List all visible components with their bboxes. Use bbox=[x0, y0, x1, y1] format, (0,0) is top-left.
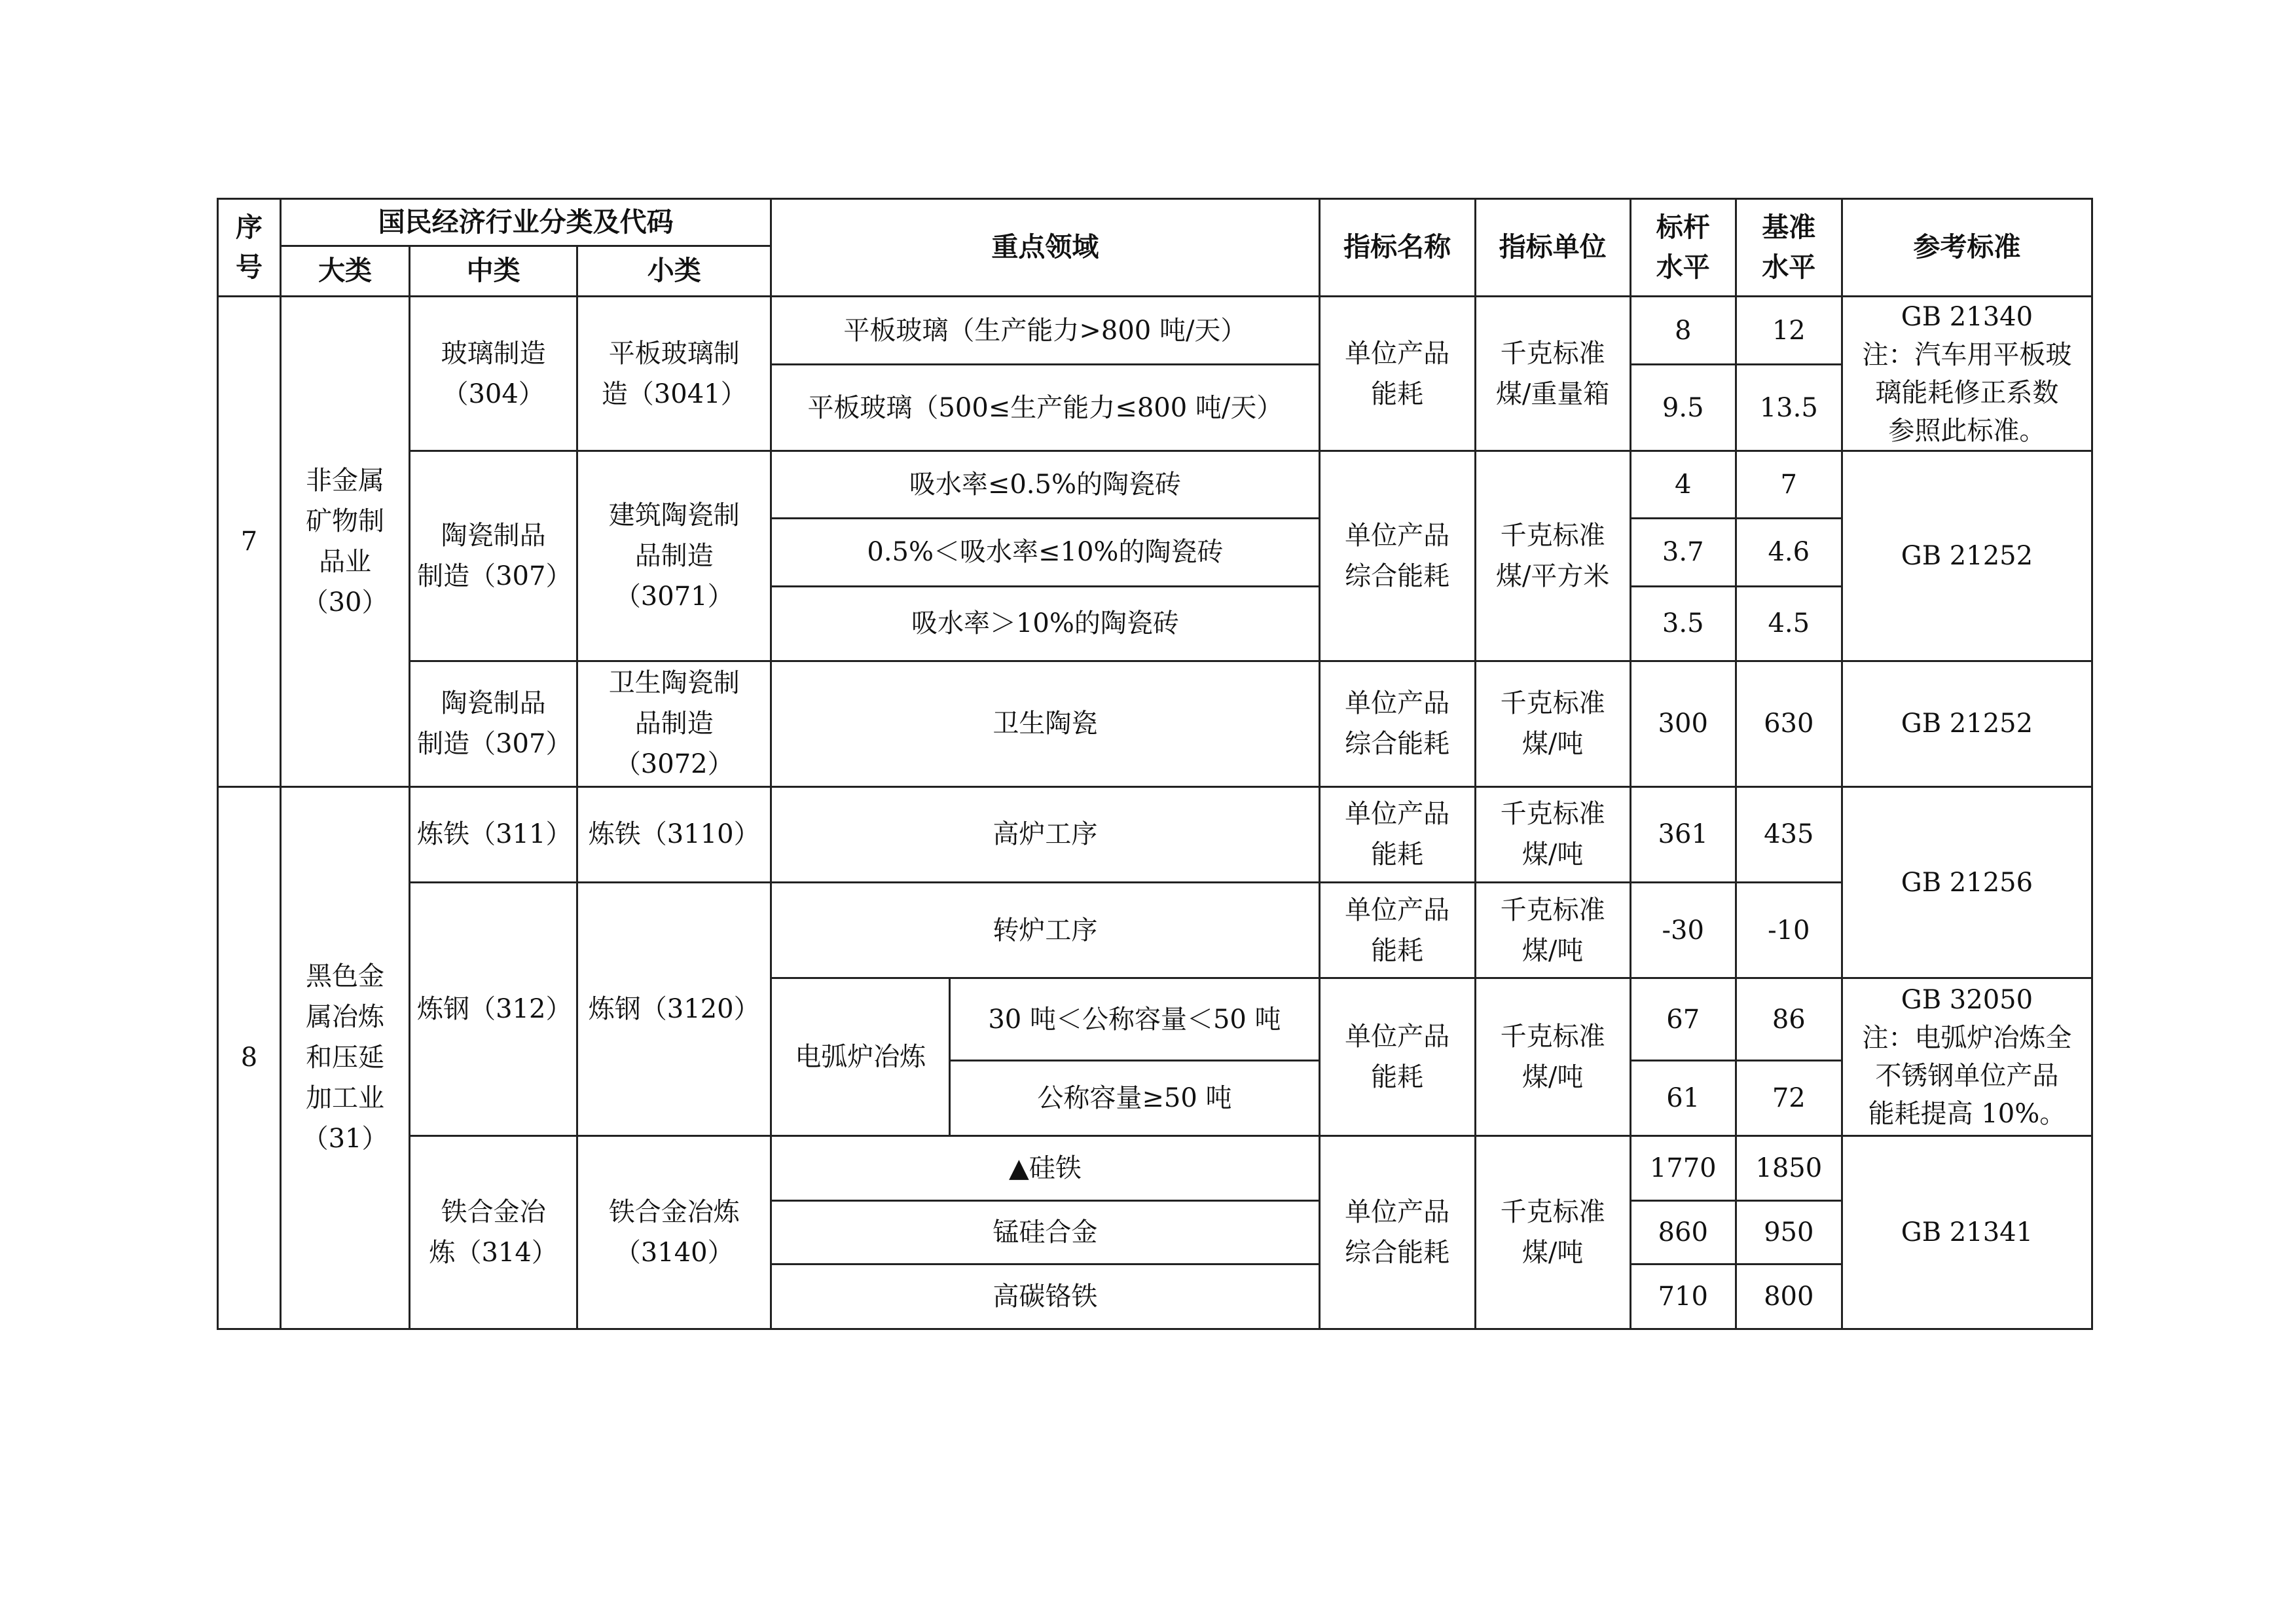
tile-reference: GB 21252 bbox=[1842, 451, 2092, 661]
sanitary-reference: GB 21252 bbox=[1842, 661, 2092, 786]
header-baseline: 基准 水平 bbox=[1736, 199, 1842, 297]
ferrochrome-baseline: 800 bbox=[1736, 1264, 1842, 1329]
glass-indicator-name: 单位产品 能耗 bbox=[1319, 297, 1475, 451]
header-minor: 小类 bbox=[577, 246, 771, 297]
tile-field-high-absorption: 吸水率＞10%的陶瓷砖 bbox=[771, 586, 1319, 661]
ferrosilicon-baseline: 1850 bbox=[1736, 1135, 1842, 1200]
alloy-indicator-unit: 千克标准 煤/吨 bbox=[1475, 1135, 1630, 1329]
eaf-field-large: 公称容量≥50 吨 bbox=[950, 1061, 1319, 1135]
seq-8: 8 bbox=[218, 786, 281, 1329]
iron-steel-reference: GB 21256 bbox=[1842, 786, 2092, 978]
sanitary-baseline: 630 bbox=[1736, 661, 1842, 786]
converter-indicator-name: 单位产品 能耗 bbox=[1319, 883, 1475, 978]
converter-benchmark: -30 bbox=[1630, 883, 1736, 978]
alloy-minor-class: 铁合金冶炼 （3140） bbox=[577, 1135, 771, 1329]
glass-indicator-unit: 千克标准 煤/重量箱 bbox=[1475, 297, 1630, 451]
blast-benchmark: 361 bbox=[1630, 786, 1736, 882]
glass-field-medium: 平板玻璃（500≤生产能力≤800 吨/天） bbox=[771, 365, 1319, 451]
eaf-indicator-unit: 千克标准 煤/吨 bbox=[1475, 978, 1630, 1135]
converter-baseline: -10 bbox=[1736, 883, 1842, 978]
alloy-middle-class: 铁合金冶 炼（314） bbox=[410, 1135, 577, 1329]
tile-high-benchmark: 3.5 bbox=[1630, 586, 1736, 661]
glass-field-large: 平板玻璃（生产能力>800 吨/天） bbox=[771, 297, 1319, 365]
alloy-reference: GB 21341 bbox=[1842, 1135, 2092, 1329]
converter-field: 转炉工序 bbox=[771, 883, 1319, 978]
header-benchmark: 标杆 水平 bbox=[1630, 199, 1736, 297]
blast-baseline: 435 bbox=[1736, 786, 1842, 882]
energy-benchmark-table bbox=[217, 198, 2093, 1330]
header-indicator-name: 指标名称 bbox=[1319, 199, 1475, 297]
glass-medium-baseline: 13.5 bbox=[1736, 365, 1842, 451]
steel-minor-class: 炼钢（3120） bbox=[577, 883, 771, 1135]
header-major: 大类 bbox=[281, 246, 410, 297]
sanitary-field: 卫生陶瓷 bbox=[771, 661, 1319, 786]
tile-mid-baseline: 4.6 bbox=[1736, 519, 1842, 586]
glass-minor-class: 平板玻璃制 造（3041） bbox=[577, 297, 771, 451]
tile-mid-benchmark: 3.7 bbox=[1630, 519, 1736, 586]
industry-ferrous-metals: 黑色金 属冶炼 和压延 加工业 （31） bbox=[281, 786, 410, 1329]
glass-middle-class: 玻璃制造 （304） bbox=[410, 297, 577, 451]
eaf-large-benchmark: 61 bbox=[1630, 1061, 1736, 1135]
header-industry: 国民经济行业分类及代码 bbox=[281, 199, 771, 246]
sanitary-indicator-name: 单位产品 综合能耗 bbox=[1319, 661, 1475, 786]
sanitary-middle-class: 陶瓷制品 制造（307） bbox=[410, 661, 577, 786]
tile-indicator-unit: 千克标准 煤/平方米 bbox=[1475, 451, 1630, 661]
steel-middle-class: 炼钢（312） bbox=[410, 883, 577, 1135]
ceramic-minor-class: 建筑陶瓷制 品制造 （3071） bbox=[577, 451, 771, 661]
tile-field-low-absorption: 吸水率≤0.5%的陶瓷砖 bbox=[771, 451, 1319, 519]
header-reference: 参考标准 bbox=[1842, 199, 2092, 297]
tile-high-baseline: 4.5 bbox=[1736, 586, 1842, 661]
ferrosilicon-benchmark: 1770 bbox=[1630, 1135, 1736, 1200]
header-indicator-unit: 指标单位 bbox=[1475, 199, 1630, 297]
industry-nonmetal-minerals: 非金属 矿物制 品业 （30） bbox=[281, 297, 410, 787]
eaf-medium-benchmark: 67 bbox=[1630, 978, 1736, 1061]
iron-minor-class: 炼铁（3110） bbox=[577, 786, 771, 882]
silicomanganese-field: 锰硅合金 bbox=[771, 1200, 1319, 1264]
header-field: 重点领域 bbox=[771, 199, 1319, 297]
ferrochrome-benchmark: 710 bbox=[1630, 1264, 1736, 1329]
glass-reference: GB 21340 注：汽车用平板玻 璃能耗修正系数 参照此标准。 bbox=[1842, 297, 2092, 451]
tile-indicator-name: 单位产品 综合能耗 bbox=[1319, 451, 1475, 661]
eaf-reference: GB 32050 注：电弧炉冶炼全 不锈钢单位产品 能耗提高 10%。 bbox=[1842, 978, 2092, 1135]
tile-low-baseline: 7 bbox=[1736, 451, 1842, 519]
header-seq: 序 号 bbox=[218, 199, 281, 297]
glass-large-baseline: 12 bbox=[1736, 297, 1842, 365]
eaf-large-baseline: 72 bbox=[1736, 1061, 1842, 1135]
tile-low-benchmark: 4 bbox=[1630, 451, 1736, 519]
alloy-indicator-name: 单位产品 综合能耗 bbox=[1319, 1135, 1475, 1329]
seq-7: 7 bbox=[218, 297, 281, 787]
sanitary-minor-class: 卫生陶瓷制 品制造 （3072） bbox=[577, 661, 771, 786]
blast-indicator-unit: 千克标准 煤/吨 bbox=[1475, 786, 1630, 882]
ferrochrome-field: 高碳铬铁 bbox=[771, 1264, 1319, 1329]
silicomanganese-baseline: 950 bbox=[1736, 1200, 1842, 1264]
glass-medium-benchmark: 9.5 bbox=[1630, 365, 1736, 451]
ceramic-middle-class: 陶瓷制品 制造（307） bbox=[410, 451, 577, 661]
eaf-field-medium: 30 吨＜公称容量＜50 吨 bbox=[950, 978, 1319, 1061]
ferrosilicon-field: ▲硅铁 bbox=[771, 1135, 1319, 1200]
converter-indicator-unit: 千克标准 煤/吨 bbox=[1475, 883, 1630, 978]
sanitary-benchmark: 300 bbox=[1630, 661, 1736, 786]
blast-furnace-field: 高炉工序 bbox=[771, 786, 1319, 882]
header-middle: 中类 bbox=[410, 246, 577, 297]
sanitary-indicator-unit: 千克标准 煤/吨 bbox=[1475, 661, 1630, 786]
eaf-indicator-name: 单位产品 能耗 bbox=[1319, 978, 1475, 1135]
iron-middle-class: 炼铁（311） bbox=[410, 786, 577, 882]
eaf-medium-baseline: 86 bbox=[1736, 978, 1842, 1061]
tile-field-mid-absorption: 0.5%＜吸水率≤10%的陶瓷砖 bbox=[771, 519, 1319, 586]
blast-indicator-name: 单位产品 能耗 bbox=[1319, 786, 1475, 882]
silicomanganese-benchmark: 860 bbox=[1630, 1200, 1736, 1264]
glass-large-benchmark: 8 bbox=[1630, 297, 1736, 365]
eaf-field: 电弧炉冶炼 bbox=[771, 978, 950, 1135]
